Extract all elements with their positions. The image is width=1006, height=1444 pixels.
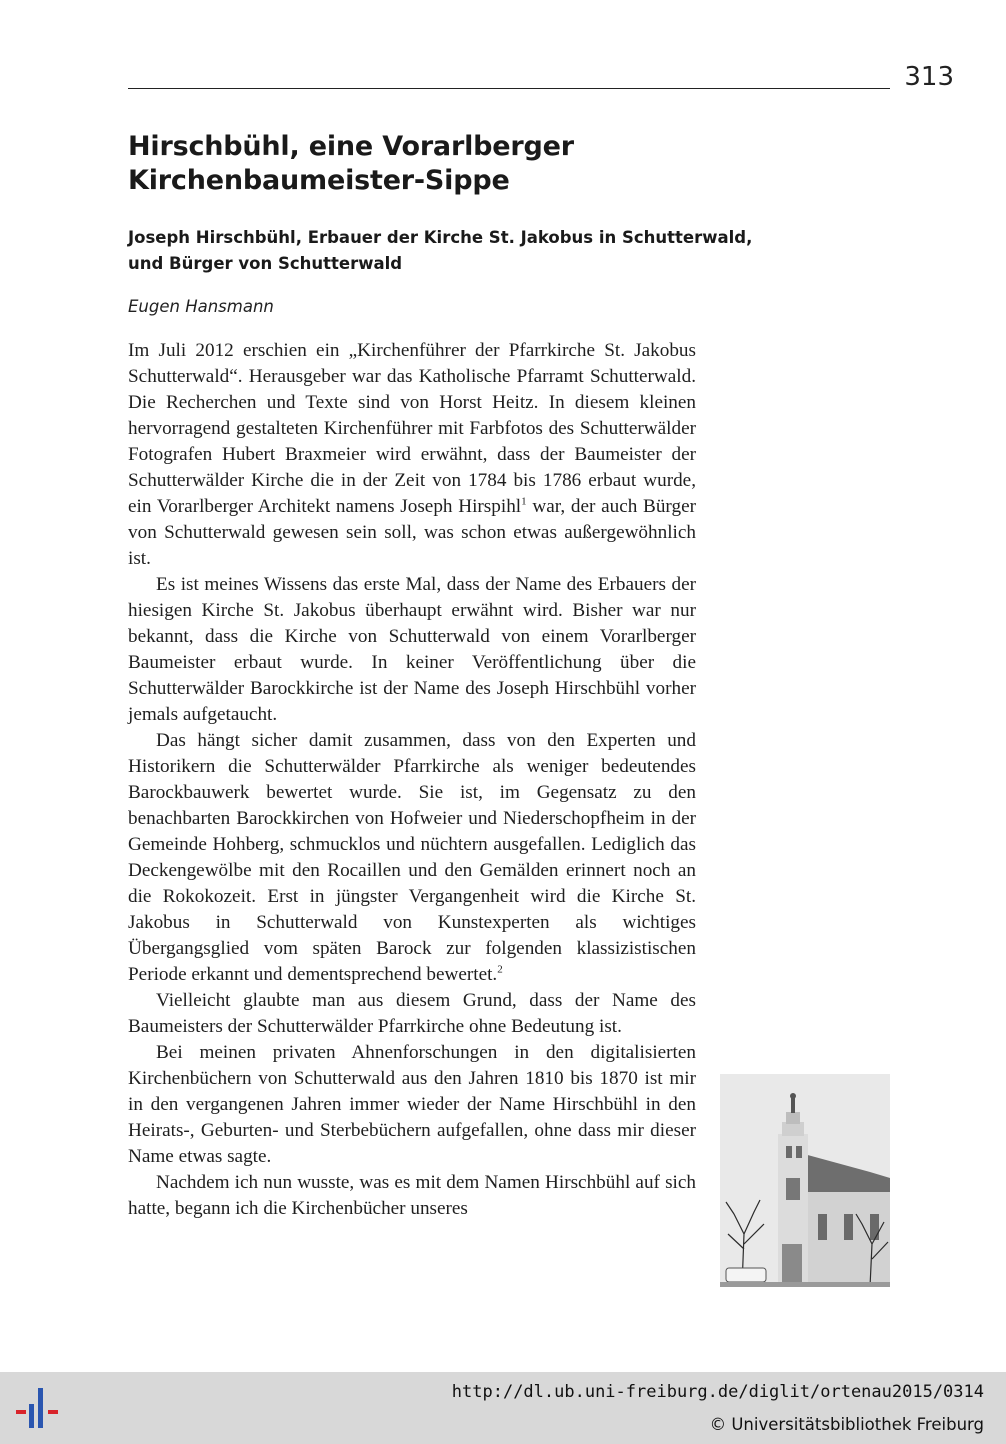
document-url-link[interactable]: http://dl.ub.uni-freiburg.de/diglit/ortenau2015/0314 <box>451 1382 984 1402</box>
title-line-1: Hirschbühl, eine Vorarlberger <box>128 131 574 162</box>
paragraph-3-text: Das hängt sicher damit zusammen, dass von den Experten und Historikern die Schutterwälder Pfarrkirche als weniger bedeutendes Barockbauwerk bewertet wurde. Sie ist, im Gegensatz zu den benachbarten Barockkirchen von Hofweier und Niederschopfheim in der Gemeinde Hohberg, schmucklos und nüchtern ausgefallen. Lediglich das Deckengewölbe mit den Rocaillen und den Gemälden erinnert noch an die Rokokozeit. Erst in jüngster Vergangenheit wird die Kirche St. Jakobus in Schutterwald von Kunstexperten als wichtiges Übergangsglied vom späten Barock zur folgenden klassizistischen Periode erkannt und dementsprechend bewertet. <box>128 730 696 985</box>
title-line-2: Kirchenbaumeister-Sippe <box>128 165 510 196</box>
church-photo-drawing <box>720 1074 890 1287</box>
paragraph-3 <box>128 728 696 988</box>
author-name: Eugen Hansmann <box>128 297 274 316</box>
article-subtitle <box>128 225 768 277</box>
page-number: 313 <box>904 62 954 92</box>
paragraph-6: Nachdem ich nun wusste, was es mit dem Namen Hirschbühl auf sich hatte, begann ich die Kirchenbücher unseres <box>128 1172 696 1219</box>
paragraph-1-text-cont: war, der auch Bürger von Schutterwald gewesen sein soll, was schon etwas außergewöhnlich ist. <box>128 496 696 569</box>
subtitle-line-2: und Bürger von Schutterwald <box>128 254 403 273</box>
footnote-ref-2: 2 <box>497 963 503 976</box>
article-title <box>128 130 748 198</box>
paragraph-4: Vielleicht glaubte man aus diesem Grund, dass der Name des Baumeisters der Schutterwälder Pfarrkirche ohne Bedeutung ist. <box>128 990 696 1037</box>
paragraph-5: Bei meinen privaten Ahnenforschungen in den digitalisierten Kirchenbüchern von Schutterwald aus den Jahren 1810 bis 1870 ist mir in den vergangenen Jahren immer wieder der Name Hirschbühl in den Heirats-, Geburten- und Sterbebüchern aufgefallen, ohne dass mir dieser Name etwas sagte. <box>128 1042 696 1167</box>
library-logo-icon[interactable] <box>14 1384 64 1434</box>
church-photo <box>720 1074 890 1287</box>
paragraph-2: Es ist meines Wissens das erste Mal, dass der Name des Erbauers der hiesigen Kirche St. Jakobus überhaupt erwähnt wird. Bisher war nur bekannt, dass die Kirche von Schutterwald von einem Vorarlberger Baumeister erbaut wurde. In keiner Veröffentlichung über die Schutterwälder Barockkirche ist der Name des Joseph Hirschbühl vorher jemals aufgetaucht. <box>128 574 696 725</box>
paragraph-1-text: Im Juli 2012 erschien ein „Kirchenführer der Pfarrkirche St. Jakobus Schutterwald“. Herausgeber war das Katholische Pfarramt Schutterwald. Die Recherchen und Texte sind von Horst Heitz. In diesem kleinen hervorragend gestalteten Kirchenführer mit Farbfotos des Schutterwälder Fotografen Hubert Braxmeier wird erwähnt, dass der Baumeister der Schutterwälder Kirche die in der Zeit von 1784 bis 1786 erbaut wurde, ein Vorarlberger Architekt namens Joseph Hirspihl <box>128 340 696 517</box>
paragraph-1 <box>128 338 696 572</box>
footer-bar <box>0 1372 1006 1444</box>
article-body <box>128 338 696 1222</box>
footnote-ref-1: 1 <box>521 495 527 508</box>
copyright-notice: © Universitätsbibliothek Freiburg <box>709 1415 984 1434</box>
header-rule <box>128 88 890 89</box>
subtitle-line-1: Joseph Hirschbühl, Erbauer der Kirche St. Jakobus in Schutterwald, <box>128 228 753 247</box>
